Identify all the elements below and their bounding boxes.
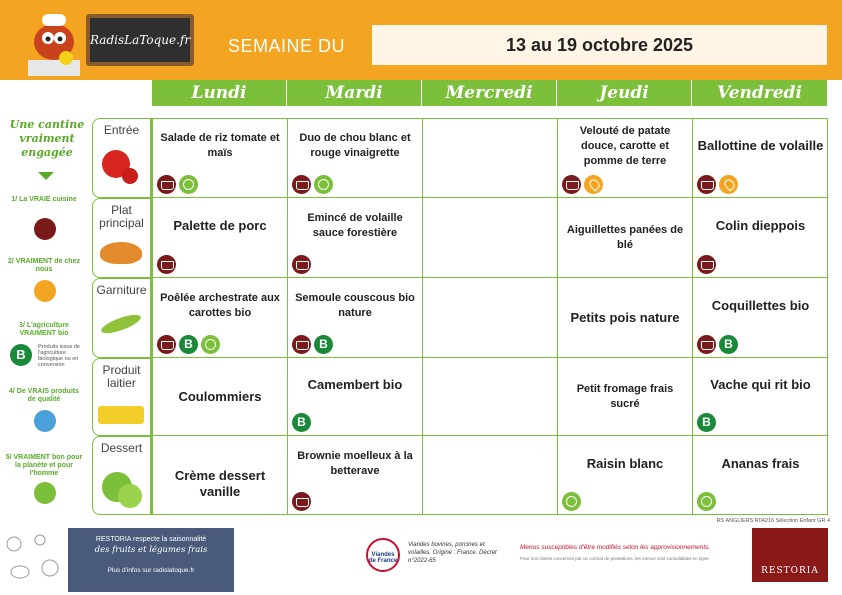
dish-name: Palette de porc — [173, 218, 267, 233]
bio-icon: B — [10, 344, 32, 366]
badge-group — [292, 413, 311, 432]
homemade-pot-icon — [292, 335, 311, 354]
menu-cell-laitier — [287, 358, 422, 436]
menu-cell-entree — [557, 118, 692, 198]
badge-group — [292, 175, 333, 194]
badge-group — [292, 492, 311, 511]
menu-cell-garniture — [422, 278, 557, 358]
homemade-pot-icon — [697, 335, 716, 354]
restoria-brand: RESTORIA — [761, 566, 819, 576]
dish-name: Coulommiers — [178, 389, 262, 404]
day-header-jeudi: Jeudi — [557, 80, 691, 106]
category-label: Entrée — [103, 123, 140, 137]
restoria-logo — [752, 528, 828, 582]
badge-group — [697, 492, 716, 511]
map-pin-icon — [719, 175, 738, 194]
menu-cell-garniture — [152, 278, 287, 358]
menu-cell-entree — [287, 118, 422, 198]
planet-icon — [34, 482, 56, 504]
cheese-icon — [98, 406, 144, 424]
badge-group — [697, 413, 716, 432]
apple-icon — [118, 484, 142, 508]
dish-name: Petit fromage frais sucré — [576, 383, 674, 410]
dish-name: Duo de chou blanc et rouge vinaigrette — [299, 132, 411, 159]
vegetables-illustration-icon — [0, 528, 66, 595]
planet-icon — [314, 175, 333, 194]
badge-group — [697, 255, 716, 274]
menu-cell-laitier — [422, 358, 557, 436]
dish-name: Semoule couscous bio nature — [295, 292, 415, 319]
menu-cell-dessert — [287, 436, 422, 515]
pot-icon — [34, 218, 56, 240]
category-laitier — [92, 358, 151, 436]
sidebar-item-local: 2/ VRAIMENT de chez nous — [8, 258, 80, 273]
dish-name: Camembert bio — [307, 377, 403, 392]
menu-cell-plat — [557, 198, 692, 278]
map-pin-icon — [584, 175, 603, 194]
dish-name: Ballottine de volaille — [697, 138, 824, 153]
sidebar-title: Une cantine vraiment engagée — [9, 118, 85, 159]
badge-group — [562, 492, 581, 511]
badge-group — [157, 335, 220, 354]
medal-icon — [34, 410, 56, 432]
bio-note: Produits issus de l'agriculture biologique ou en conversion — [38, 344, 80, 368]
dish-name: Vache qui rit bio — [710, 377, 811, 392]
homemade-pot-icon — [697, 175, 716, 194]
menu-cell-laitier — [692, 358, 828, 436]
category-label: Dessert — [100, 441, 143, 455]
dish-name: Crème dessert vanille — [174, 467, 266, 499]
badge-group — [292, 255, 311, 274]
menu-cell-plat — [152, 198, 287, 278]
viande-logo-text: Viandes de France — [368, 552, 398, 564]
menu-cell-garniture — [692, 278, 828, 358]
dish-name: Colin dieppois — [715, 218, 806, 233]
badge-group — [697, 335, 738, 354]
menu-cell-laitier — [152, 358, 287, 436]
category-label: Garniture — [96, 283, 147, 297]
dish-name: Raisin blanc — [586, 455, 664, 471]
badge-group — [562, 175, 603, 194]
dish-name: Emincé de volaille sauce forestière — [307, 212, 403, 239]
menu-cell-plat — [422, 198, 557, 278]
date-box — [372, 25, 827, 65]
dish-name: Brownie moelleux à la betterave — [297, 449, 413, 477]
planet-icon — [562, 492, 581, 511]
day-header-mercredi: Mercredi — [422, 80, 556, 106]
season-line-1: RESTORIA respecte la saisonnalité — [95, 536, 207, 543]
homemade-pot-icon — [157, 255, 176, 274]
homemade-pot-icon — [157, 175, 176, 194]
menu-cell-dessert — [692, 436, 828, 515]
dish-name: Ananas frais — [721, 455, 800, 471]
sidebar-item-bio: 3/ L'agriculture VRAIMENT bio — [19, 322, 69, 337]
menus-note: Menus susceptibles d'être modifiés selon les approvisionnements. — [520, 544, 711, 551]
homemade-pot-icon — [157, 335, 176, 354]
menu-cell-dessert — [152, 436, 287, 515]
dish-name: Poêlée archestrate aux carottes bio — [160, 292, 280, 319]
viandes-de-france-logo — [366, 538, 400, 572]
menu-cell-dessert — [422, 436, 557, 515]
menu-cell-plat — [287, 198, 422, 278]
sidebar-item-planet: 5/ VRAIMENT bon pour la planète et pour l'homme — [5, 454, 83, 477]
planet-icon — [179, 175, 198, 194]
menu-cell-dessert — [557, 436, 692, 515]
chef-mascot-icon — [14, 6, 92, 80]
sidebar-item-quality: 4/ De VRAIS produits de qualité — [8, 388, 79, 403]
category-plat — [92, 198, 151, 278]
badge-group — [157, 255, 176, 274]
menu-cell-entree — [152, 118, 287, 198]
planet-icon — [201, 335, 220, 354]
week-label: SEMAINE DU — [228, 36, 346, 56]
homemade-pot-icon — [292, 175, 311, 194]
category-label: Plat principal — [99, 203, 144, 230]
roast-chicken-icon — [100, 242, 142, 264]
reference-text: RS ANGLIERS R04216 Sélection Enfant GR 4 — [716, 518, 830, 524]
season-link[interactable]: Plus d'infos sur radislatoque.fr — [107, 567, 195, 574]
date-range: 13 au 19 octobre 2025 — [505, 35, 694, 55]
menu-cell-entree — [692, 118, 828, 198]
homemade-pot-icon — [562, 175, 581, 194]
menu-cell-garniture — [557, 278, 692, 358]
bio-icon: B — [697, 413, 716, 432]
day-header-vendredi: Vendredi — [692, 80, 827, 106]
day-header-lundi: Lundi — [152, 80, 286, 106]
menus-note-2: Pour nos clients concernés par un contrat de prestations, les menus sont consultables en ligne. — [520, 556, 710, 561]
dish-name: Salade de riz tomate et maïs — [160, 132, 280, 159]
badge-group — [157, 175, 198, 194]
homemade-pot-icon — [292, 492, 311, 511]
logo-text: RadisLaToque.fr — [90, 33, 191, 47]
restoria-season-banner — [68, 528, 234, 592]
badge-group — [697, 175, 738, 194]
homemade-pot-icon — [292, 255, 311, 274]
dish-name: Aiguillettes panées de blé — [566, 224, 684, 251]
planet-icon — [697, 492, 716, 511]
season-line-2: des fruits et légumes frais — [94, 545, 208, 555]
menu-cell-laitier — [557, 358, 692, 436]
dish-name: Coquillettes bio — [711, 298, 810, 313]
viande-origin-text: Viandes bovines, porcines et volailles. Origine : France. Décret n°2022-65 — [408, 542, 497, 564]
tomato-icon — [122, 168, 138, 184]
bio-icon: B — [292, 413, 311, 432]
menu-cell-entree — [422, 118, 557, 198]
homemade-pot-icon — [697, 255, 716, 274]
menu-cell-garniture — [287, 278, 422, 358]
bio-icon: B — [314, 335, 333, 354]
dish-name: Petits pois nature — [570, 310, 680, 325]
map-pin-icon — [34, 280, 56, 302]
down-arrow-icon — [38, 172, 54, 180]
menu-cell-plat — [692, 198, 828, 278]
category-label: Produit laitier — [102, 363, 141, 390]
logo-chalkboard — [86, 14, 194, 66]
sidebar-item-cuisine: 1/ La VRAIE cuisine — [11, 196, 77, 203]
bio-icon: B — [719, 335, 738, 354]
dish-name: Velouté de patate douce, carotte et pomme de terre — [579, 124, 671, 167]
badge-group — [292, 335, 333, 354]
day-header-mardi: Mardi — [287, 80, 421, 106]
bio-icon: B — [179, 335, 198, 354]
